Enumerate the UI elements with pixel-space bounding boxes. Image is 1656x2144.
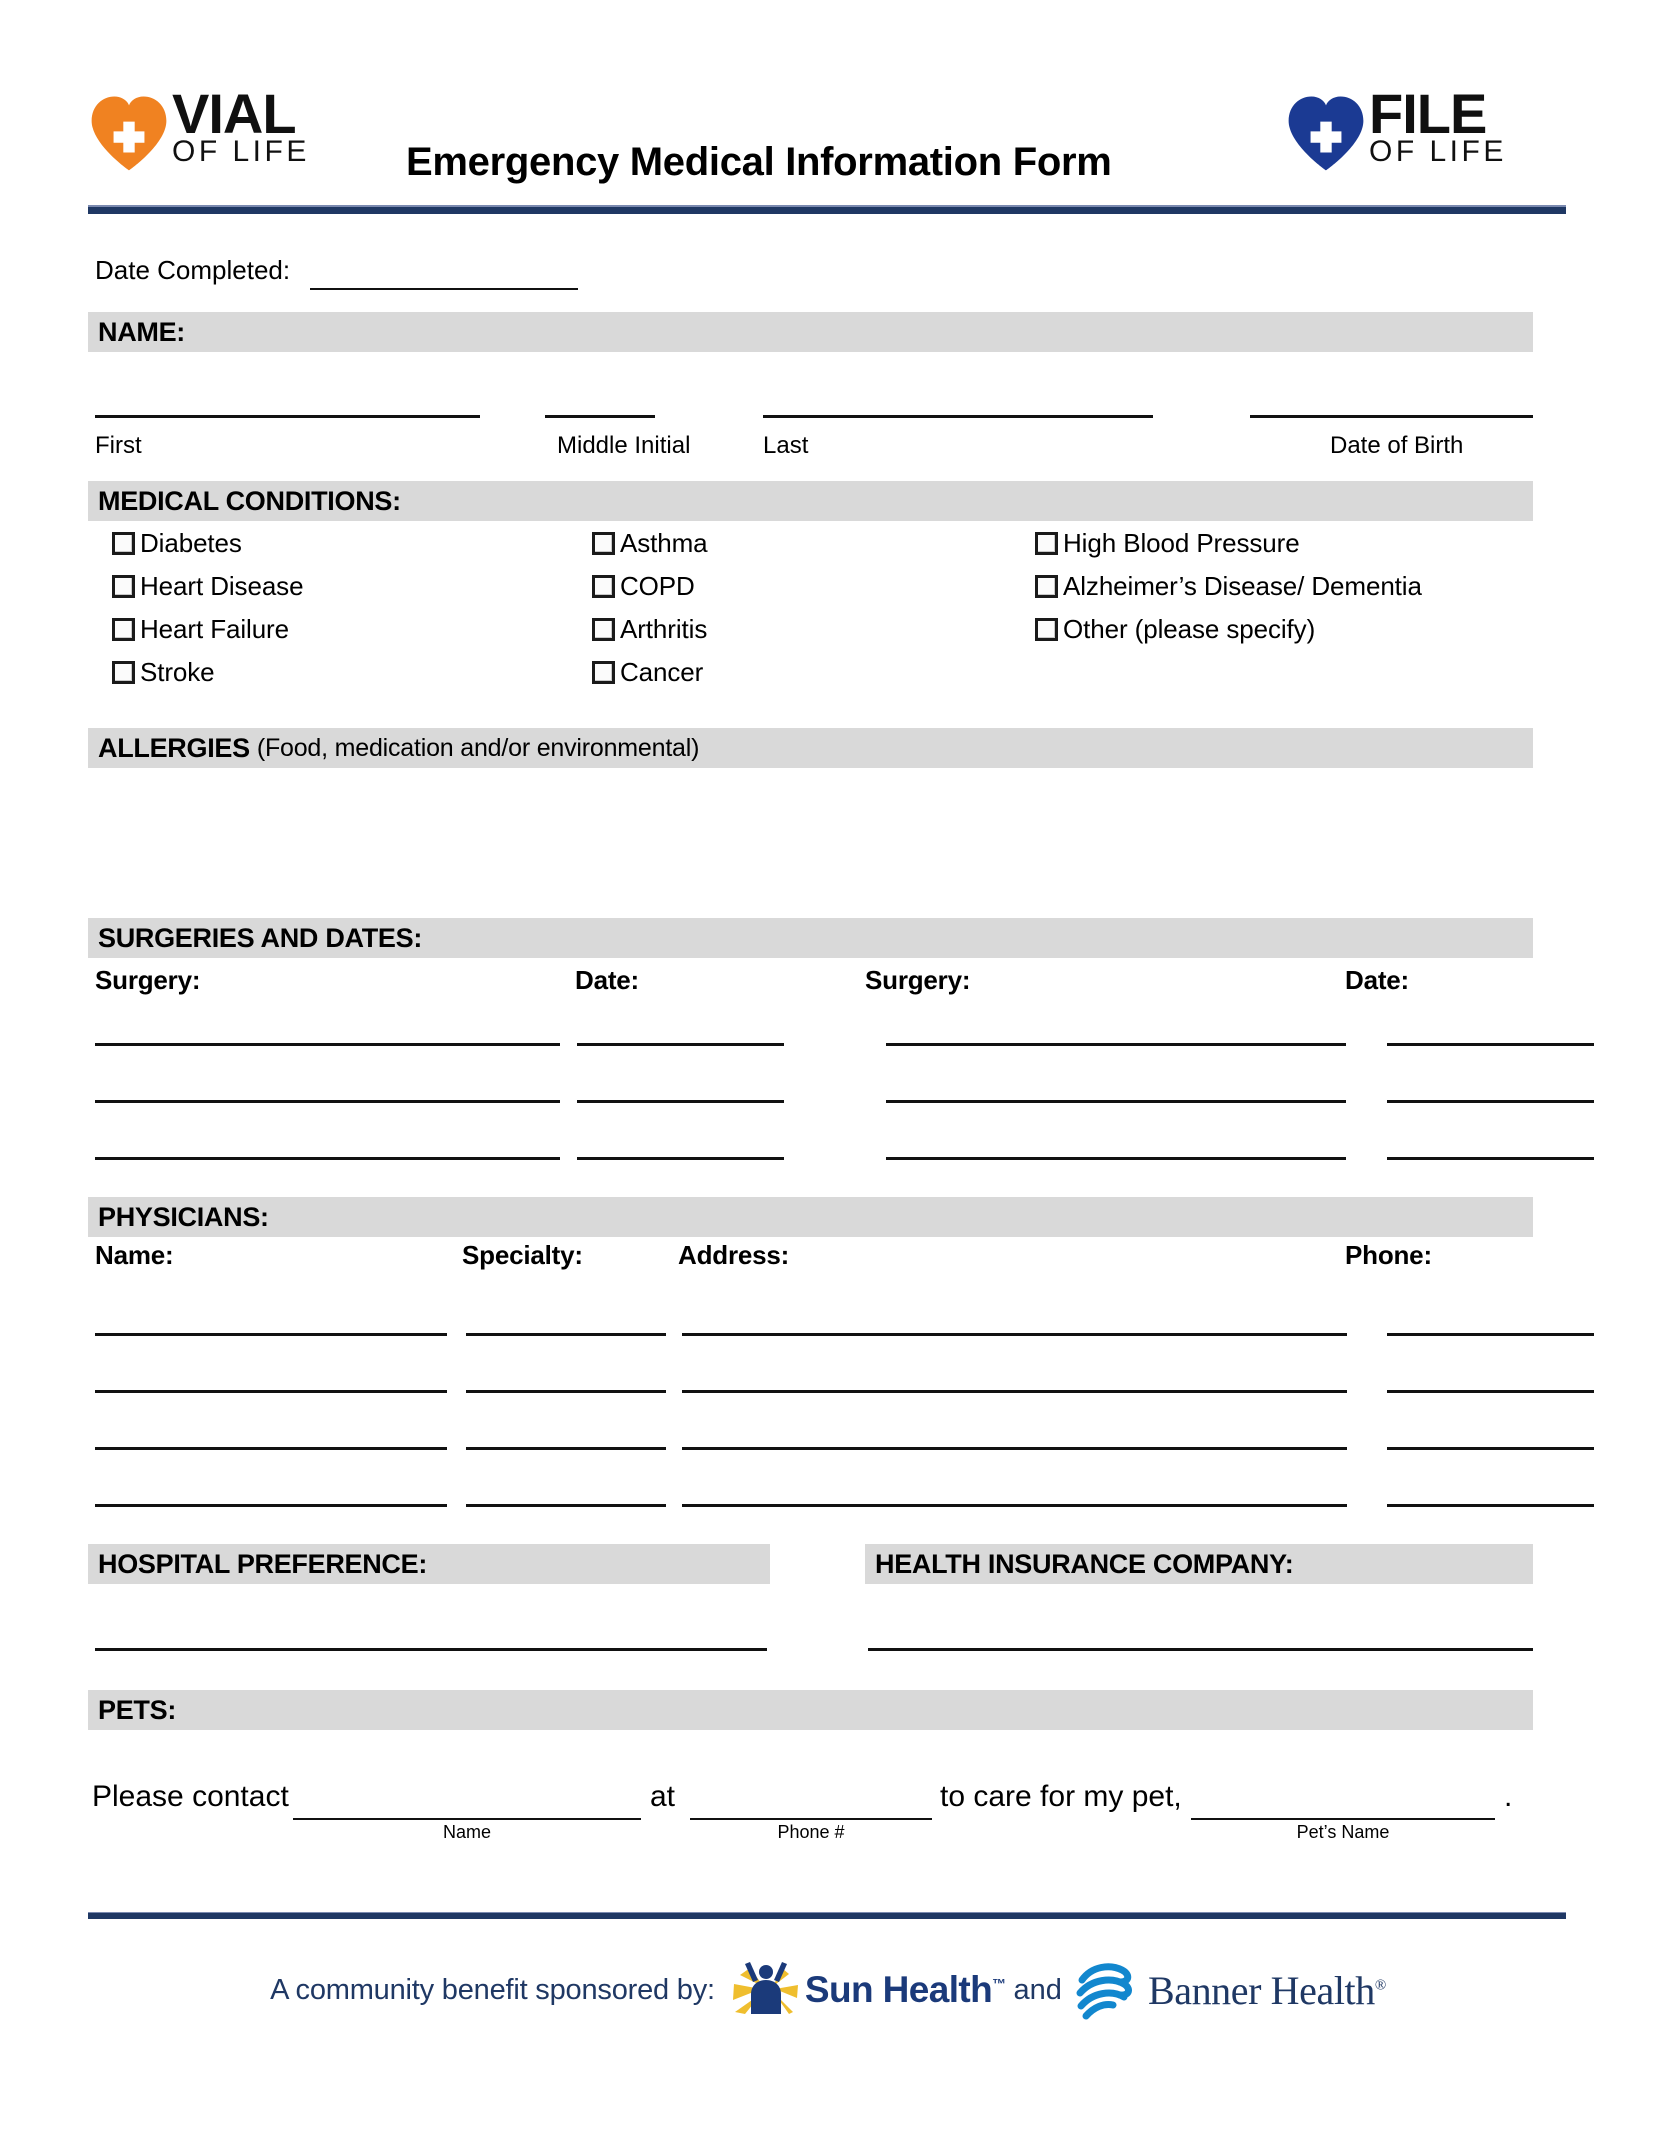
footer-sponsor-text: A community benefit sponsored by: <box>270 1973 715 2006</box>
date-of-birth-field[interactable] <box>1250 415 1533 418</box>
checkbox-icon[interactable] <box>592 661 615 684</box>
checkbox-icon[interactable] <box>1035 618 1058 641</box>
surgery-field[interactable] <box>886 1157 1346 1160</box>
sun-health-logo <box>731 1960 1006 2020</box>
surgery-field[interactable] <box>886 1100 1346 1103</box>
physician-column-header-3: Address: <box>678 1240 790 1270</box>
physician-specialty-field[interactable] <box>466 1504 666 1507</box>
physician-column-header-1: Name: <box>95 1240 174 1270</box>
checkbox-asthma[interactable] <box>592 528 708 559</box>
checkbox-stroke[interactable] <box>112 657 215 688</box>
middle-initial-label: Middle Initial <box>557 432 691 459</box>
checkbox-cancer[interactable] <box>592 657 703 688</box>
physician-address-field[interactable] <box>682 1390 1347 1393</box>
last-name-field[interactable] <box>763 415 1153 418</box>
checkbox-heart-failure[interactable] <box>112 614 289 645</box>
checkbox-label: High Blood Pressure <box>1063 528 1300 558</box>
checkbox-icon[interactable] <box>592 532 615 555</box>
banner-health-name: Banner Health <box>1147 1967 1375 2013</box>
checkbox-other[interactable] <box>1035 614 1315 645</box>
physicians-heading-label: PHYSICIANS: <box>98 1201 269 1232</box>
physician-address-field[interactable] <box>682 1447 1347 1450</box>
page-title: Emergency Medical Information Form <box>406 140 1112 184</box>
physician-name-field[interactable] <box>95 1504 447 1507</box>
checkbox-label: Asthma <box>620 528 708 558</box>
checkbox-label: Heart Failure <box>140 614 289 644</box>
medical-conditions-heading <box>88 481 1533 521</box>
checkbox-diabetes[interactable] <box>112 528 242 559</box>
footer-conjunction: and <box>1013 1973 1062 2006</box>
heart-cross-icon <box>88 94 170 172</box>
medical-conditions-heading-label: MEDICAL CONDITIONS: <box>98 485 401 516</box>
physician-phone-field[interactable] <box>1387 1504 1594 1507</box>
name-heading-label: NAME: <box>98 316 185 347</box>
surgery-column-header-4: Date: <box>1345 965 1410 995</box>
checkbox-copd[interactable] <box>592 571 695 602</box>
checkbox-icon[interactable] <box>592 618 615 641</box>
surgery-field[interactable] <box>95 1100 560 1103</box>
checkbox-arthritis[interactable] <box>592 614 707 645</box>
surgeries-heading-label: SURGERIES AND DATES: <box>98 922 423 953</box>
file-logo-line1: FILE <box>1369 82 1487 145</box>
first-name-label: First <box>95 432 142 459</box>
heart-cross-icon <box>1285 94 1367 172</box>
physician-phone-field[interactable] <box>1387 1333 1594 1336</box>
checkbox-alzheimers-dementia[interactable] <box>1035 571 1422 602</box>
physician-phone-field[interactable] <box>1387 1390 1594 1393</box>
physician-address-field[interactable] <box>682 1333 1347 1336</box>
surgery-field[interactable] <box>95 1157 560 1160</box>
checkbox-label: Heart Disease <box>140 571 304 601</box>
checkbox-high-blood-pressure[interactable] <box>1035 528 1300 559</box>
surgery-date-field[interactable] <box>1387 1043 1594 1046</box>
checkbox-icon[interactable] <box>112 661 135 684</box>
vial-of-life-wordmark <box>172 82 310 169</box>
physician-name-field[interactable] <box>95 1333 447 1336</box>
allergies-heading-sub: (Food, medication and/or environmental) <box>256 733 700 762</box>
surgery-column-header-1: Surgery: <box>95 965 201 995</box>
date-completed-field[interactable] <box>310 288 578 290</box>
health-insurance-heading <box>865 1544 1533 1584</box>
sun-health-wordmark <box>805 1969 1006 2011</box>
vial-of-life-logo <box>88 82 358 182</box>
allergies-heading-label: ALLERGIES <box>98 732 250 763</box>
pets-sentence-part3: to care for my pet, <box>940 1780 1182 1813</box>
surgery-date-field[interactable] <box>577 1043 784 1046</box>
surgeries-heading <box>88 918 1533 958</box>
physician-specialty-field[interactable] <box>466 1333 666 1336</box>
surgery-column-header-2: Date: <box>575 965 640 995</box>
checkbox-label: COPD <box>620 571 695 601</box>
surgery-date-field[interactable] <box>577 1100 784 1103</box>
physician-phone-field[interactable] <box>1387 1447 1594 1450</box>
checkbox-icon[interactable] <box>112 618 135 641</box>
last-name-label: Last <box>763 432 809 459</box>
surgery-date-field[interactable] <box>1387 1157 1594 1160</box>
pets-sentence-part1: Please contact <box>92 1780 289 1813</box>
physician-specialty-field[interactable] <box>466 1390 666 1393</box>
file-logo-line2: OF LIFE <box>1369 135 1507 169</box>
sunburst-person-icon <box>731 1960 801 2020</box>
physician-address-field[interactable] <box>682 1504 1347 1507</box>
health-insurance-field[interactable] <box>868 1648 1533 1651</box>
first-name-field[interactable] <box>95 415 480 418</box>
physician-column-header-4: Phone: <box>1345 1240 1432 1270</box>
name-section-heading <box>88 312 1533 352</box>
form-header <box>0 0 1656 212</box>
physician-name-field[interactable] <box>95 1447 447 1450</box>
physician-column-header-2: Specialty: <box>462 1240 583 1270</box>
surgery-field[interactable] <box>886 1043 1346 1046</box>
physician-name-field[interactable] <box>95 1390 447 1393</box>
checkbox-label: Diabetes <box>140 528 242 558</box>
banner-waves-icon <box>1074 1960 1138 2020</box>
checkbox-icon[interactable] <box>112 575 135 598</box>
header-divider <box>88 205 1566 214</box>
file-of-life-logo <box>1285 82 1520 182</box>
allergies-write-in-area[interactable] <box>95 775 1533 890</box>
date-of-birth-label: Date of Birth <box>1330 432 1464 459</box>
pet-name-field[interactable] <box>1191 1818 1495 1820</box>
checkbox-icon[interactable] <box>1035 532 1058 555</box>
checkbox-label: Arthritis <box>620 614 708 644</box>
pet-caretaker-phone-caption: Phone # <box>777 1822 845 1842</box>
vial-logo-line2: OF LIFE <box>172 135 310 169</box>
footer-divider <box>88 1912 1566 1919</box>
hospital-preference-heading-label: HOSPITAL PREFERENCE: <box>98 1548 428 1579</box>
banner-health-logo <box>1074 1960 1386 2020</box>
pets-heading <box>88 1690 1533 1730</box>
file-of-life-wordmark <box>1369 82 1507 169</box>
sun-health-name: Sun Health <box>804 1969 993 2010</box>
checkbox-label: Alzheimer’s Disease/ Dementia <box>1063 571 1422 601</box>
surgery-field[interactable] <box>95 1043 560 1046</box>
pet-name-caption: Pet’s Name <box>1296 1822 1390 1842</box>
banner-health-wordmark <box>1148 1967 1386 2014</box>
checkbox-label: Cancer <box>620 657 704 687</box>
checkbox-label: Other (please specify) <box>1063 614 1316 644</box>
hospital-preference-heading <box>88 1544 770 1584</box>
surgery-date-field[interactable] <box>577 1157 784 1160</box>
pets-heading-label: PETS: <box>98 1694 177 1725</box>
surgery-date-field[interactable] <box>1387 1100 1594 1103</box>
physicians-heading <box>88 1197 1533 1237</box>
pet-caretaker-phone-field[interactable] <box>690 1818 932 1820</box>
checkbox-icon[interactable] <box>592 575 615 598</box>
health-insurance-heading-label: HEALTH INSURANCE COMPANY: <box>875 1548 1294 1579</box>
pet-caretaker-name-caption: Name <box>442 1822 491 1842</box>
trademark-symbol: ™ <box>992 1975 1006 1992</box>
surgery-column-header-3: Surgery: <box>865 965 971 995</box>
pets-sentence-part2: at <box>650 1780 676 1813</box>
checkbox-icon[interactable] <box>1035 575 1058 598</box>
checkbox-heart-disease[interactable] <box>112 571 303 602</box>
registered-symbol: ® <box>1374 1977 1386 1994</box>
checkbox-icon[interactable] <box>112 532 135 555</box>
allergies-heading <box>88 728 1533 768</box>
pet-caretaker-name-field[interactable] <box>293 1818 641 1820</box>
checkbox-label: Stroke <box>140 657 215 687</box>
date-completed-label: Date Completed: <box>95 255 291 285</box>
middle-initial-field[interactable] <box>545 415 655 418</box>
hospital-preference-field[interactable] <box>95 1648 767 1651</box>
physician-specialty-field[interactable] <box>466 1447 666 1450</box>
pets-sentence-period: . <box>1504 1780 1513 1813</box>
footer-sponsor-line <box>0 1930 1656 2050</box>
vial-logo-line1: VIAL <box>172 82 296 145</box>
